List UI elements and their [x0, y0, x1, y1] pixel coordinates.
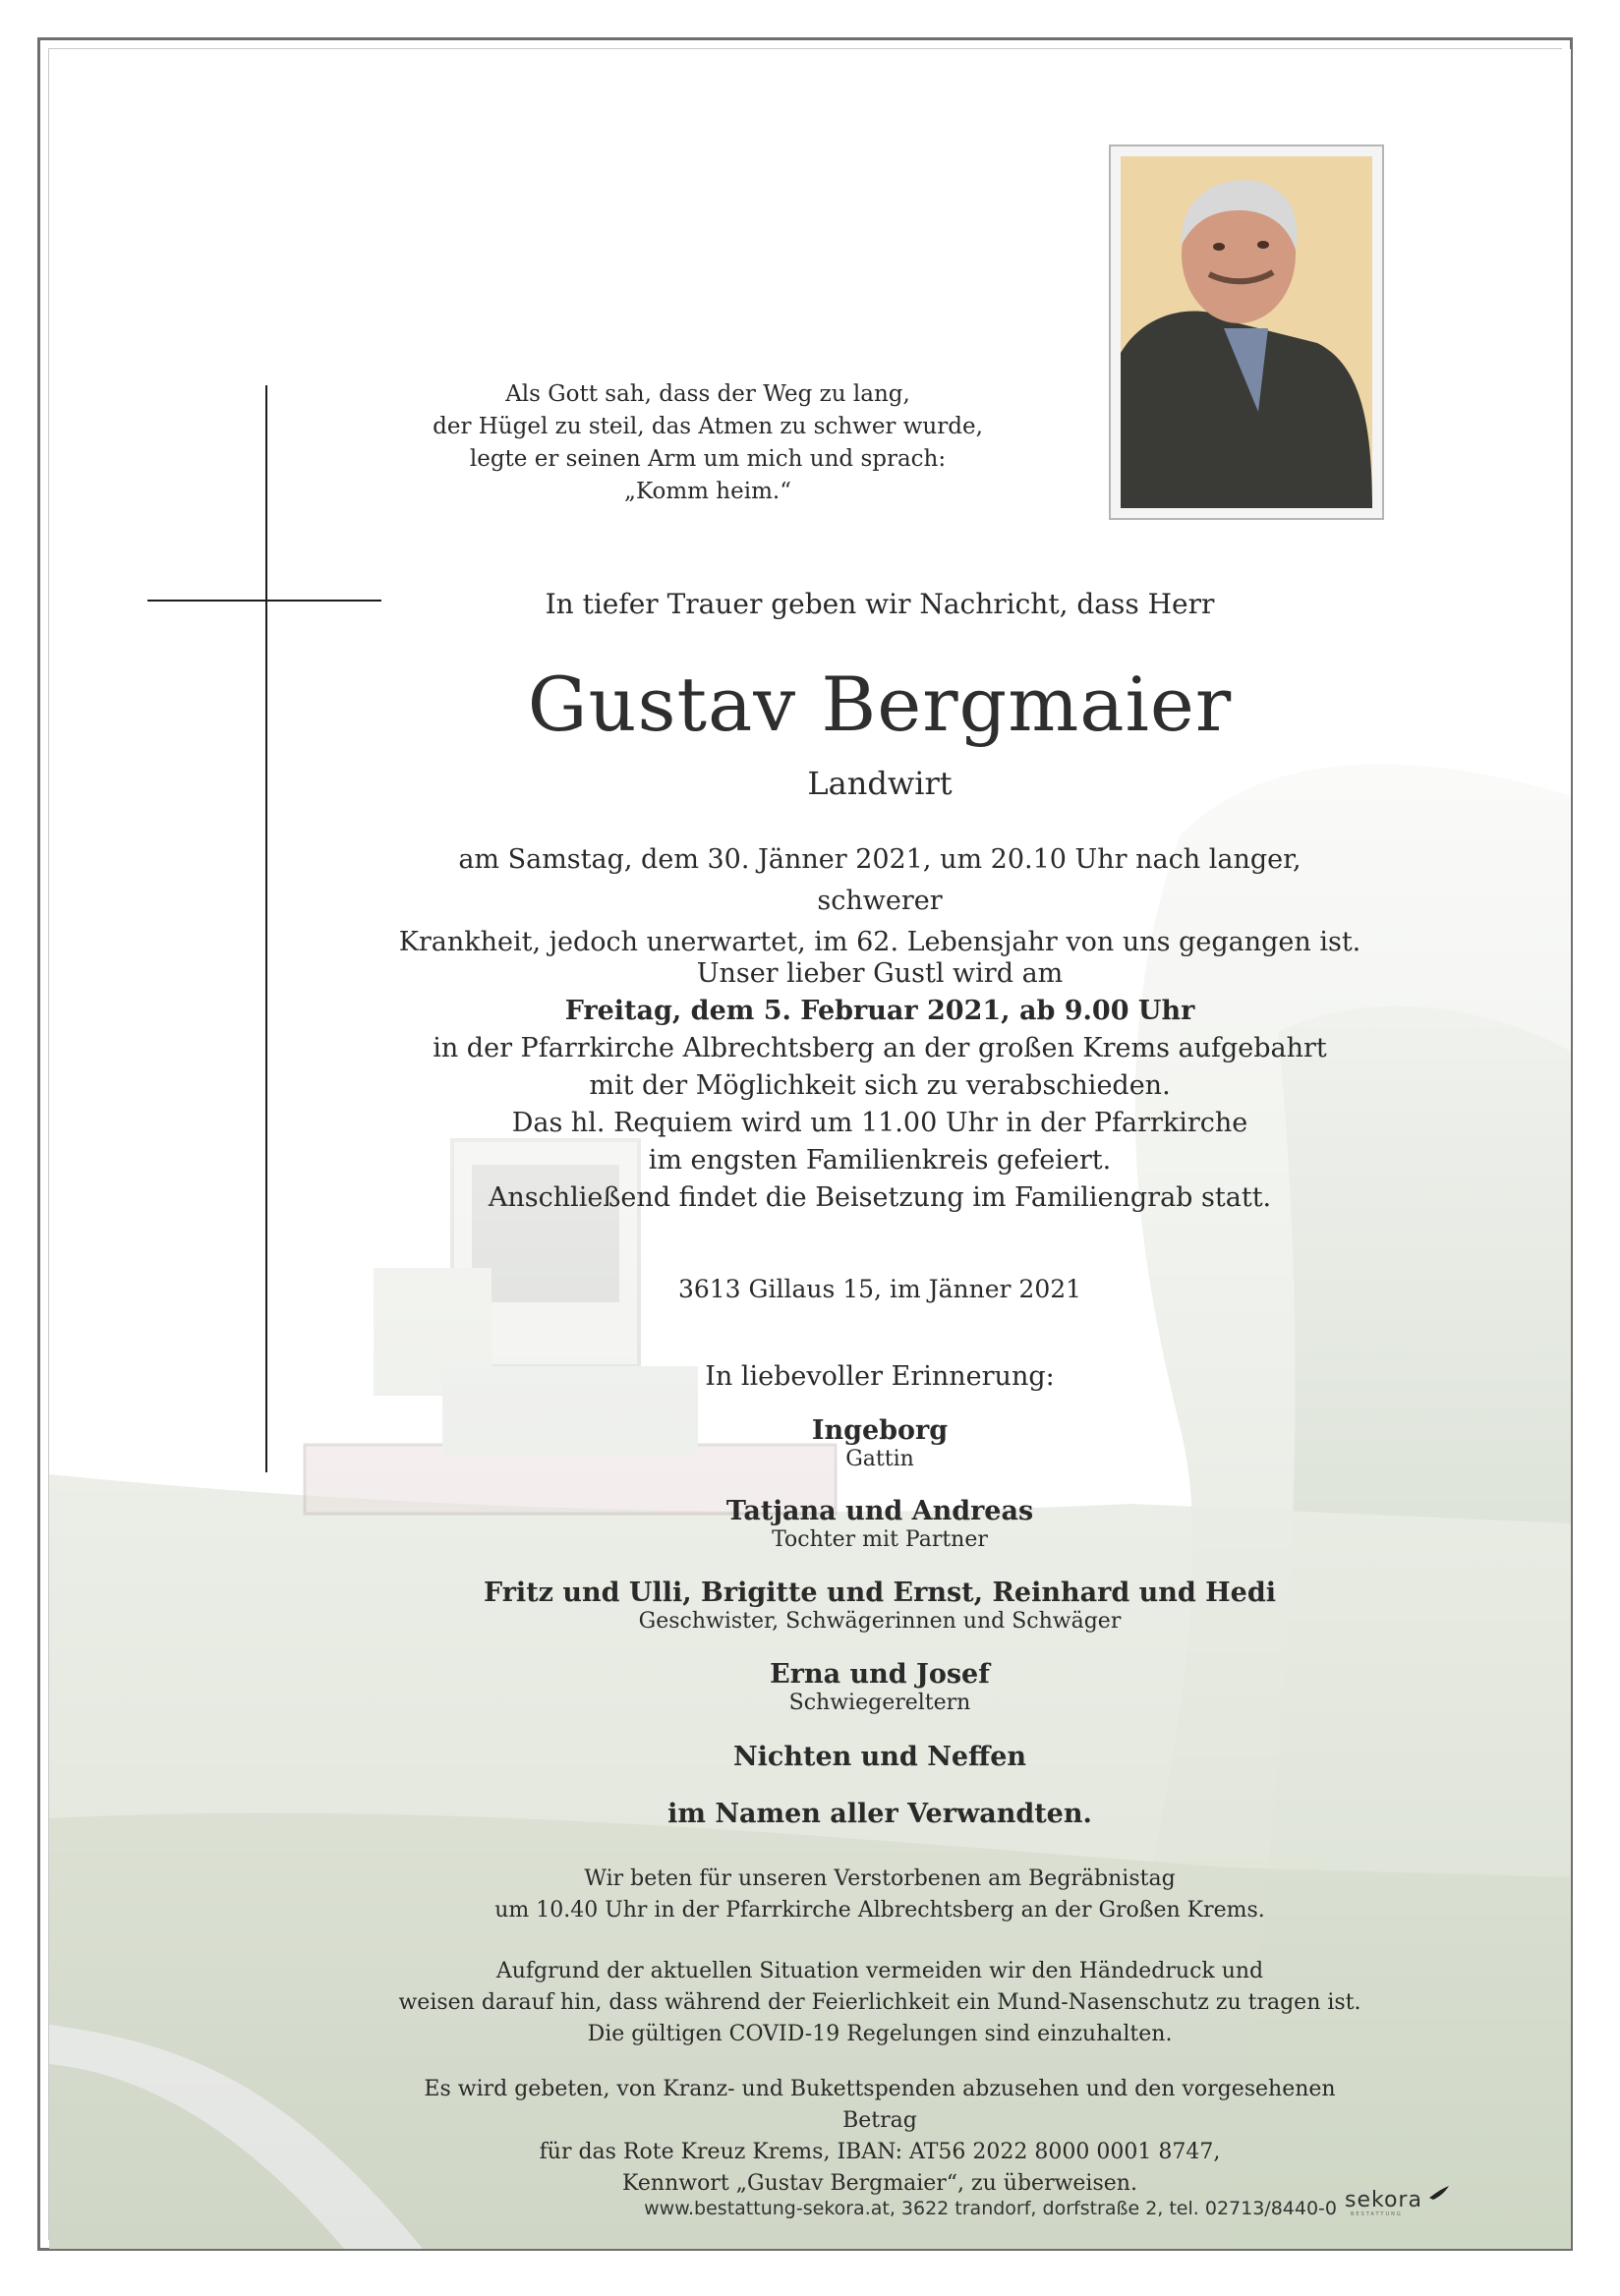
funeral-details — [393, 955, 1366, 1217]
note-line: Es wird gebeten, von Kranz- und Bukettspenden abzusehen und den vorgesehenen Betrag — [424, 2077, 1336, 2133]
logo-text: sekora — [1345, 2188, 1422, 2212]
family-relation: Schwiegereltern — [788, 1691, 971, 1715]
family-name: im Namen aller Verwandten. — [667, 1799, 1092, 1829]
family-relation: Tochter mit Partner — [772, 1527, 988, 1552]
intro-text: In tiefer Trauer geben wir Nachricht, dass Herr — [545, 588, 1215, 620]
family-entry — [393, 1742, 1366, 1773]
place-date: 3613 Gillaus 15, im Jänner 2021 — [677, 1275, 1082, 1303]
note-line: Aufgrund der aktuellen Situation vermeiden wir den Händedruck und — [495, 1959, 1264, 1983]
funeral-line: Anschließend findet die Beisetzung im Familiengrab statt. — [488, 1182, 1272, 1213]
death-line: Krankheit, jedoch unerwartet, im 62. Lebensjahr von uns gegangen ist. — [398, 927, 1361, 957]
death-line: am Samstag, dem 30. Jänner 2021, um 20.10 Uhr nach langer, schwerer — [458, 844, 1302, 916]
family-entry — [393, 1415, 1366, 1472]
bird-icon — [1427, 2184, 1451, 2204]
portrait-frame — [1109, 144, 1384, 520]
cross-horizontal-bar — [147, 600, 381, 602]
family-relation: Gattin — [845, 1447, 914, 1471]
quote-line: Als Gott sah, dass der Weg zu lang, — [505, 381, 910, 407]
family-relation: Geschwister, Schwägerinnen und Schwäger — [638, 1609, 1122, 1634]
deceased-name: Gustav Bergmaier — [527, 660, 1233, 748]
family-name: Nichten und Neffen — [732, 1742, 1027, 1772]
note-line: Wir beten für unseren Verstorbenen am Begräbnistag — [584, 1866, 1176, 1891]
funeral-date: Freitag, dem 5. Februar 2021, ab 9.00 Uhr — [564, 996, 1195, 1026]
quote-line: legte er seinen Arm um mich und sprach: — [469, 446, 947, 472]
family-name: Tatjana und Andreas — [725, 1496, 1034, 1526]
funeral-line: mit der Möglichkeit sich zu verabschieden. — [589, 1070, 1171, 1101]
deceased-profession: Landwirt — [807, 765, 953, 802]
sekora-logo — [1345, 2184, 1453, 2223]
funeral-line: Das hl. Requiem wird um 11.00 Uhr in der Pfarrkirche — [511, 1108, 1248, 1138]
quote-line: „Komm heim.“ — [624, 479, 791, 504]
logo-subtext: BESTATTUNG — [1351, 2211, 1403, 2217]
note-line: für das Rote Kreuz Krems, IBAN: AT56 2022 8000 0001 8747, — [539, 2140, 1221, 2164]
family-entry — [393, 1496, 1366, 1553]
family-entry — [393, 1799, 1366, 1830]
donation-note — [393, 2074, 1366, 2200]
quote-line: der Hügel zu steil, das Atmen zu schwer wurde, — [433, 414, 983, 439]
note-line: weisen darauf hin, dass während der Feierlichkeit ein Mund-Nasenschutz zu tragen ist. — [398, 1990, 1361, 2015]
family-entry — [393, 1578, 1366, 1635]
death-notice — [393, 839, 1366, 963]
family-name: Fritz und Ulli, Brigitte und Ernst, Reinhard und Hedi — [484, 1578, 1276, 1608]
covid-note — [393, 1956, 1366, 2050]
funeral-line: im engsten Familienkreis gefeiert. — [648, 1145, 1112, 1176]
note-line: Die gültigen COVID-19 Regelungen sind einzuhalten. — [587, 2022, 1173, 2046]
funeral-line: Unser lieber Gustl wird am — [696, 958, 1064, 989]
family-name: Ingeborg — [811, 1415, 949, 1446]
note-line: um 10.40 Uhr in der Pfarrkirche Albrechtsberg an der Großen Krems. — [494, 1898, 1265, 1923]
portrait-photo — [1121, 156, 1372, 508]
family-entry — [393, 1659, 1366, 1716]
footer-contact: www.bestattung-sekora.at, 3622 trandorf, dorfstraße 2, tel. 02713/8440-0 — [644, 2198, 1337, 2219]
cross-vertical-bar — [265, 385, 267, 1472]
memorial-quote — [413, 378, 1003, 508]
funeral-line: in der Pfarrkirche Albrechtsberg an der großen Krems aufgebahrt — [433, 1033, 1327, 1063]
note-line: Kennwort „Gustav Bergmaier“, zu überweisen. — [622, 2171, 1137, 2196]
memory-heading: In liebevoller Erinnerung: — [705, 1361, 1055, 1392]
prayer-note — [393, 1864, 1366, 1926]
family-name: Erna und Josef — [770, 1659, 990, 1690]
